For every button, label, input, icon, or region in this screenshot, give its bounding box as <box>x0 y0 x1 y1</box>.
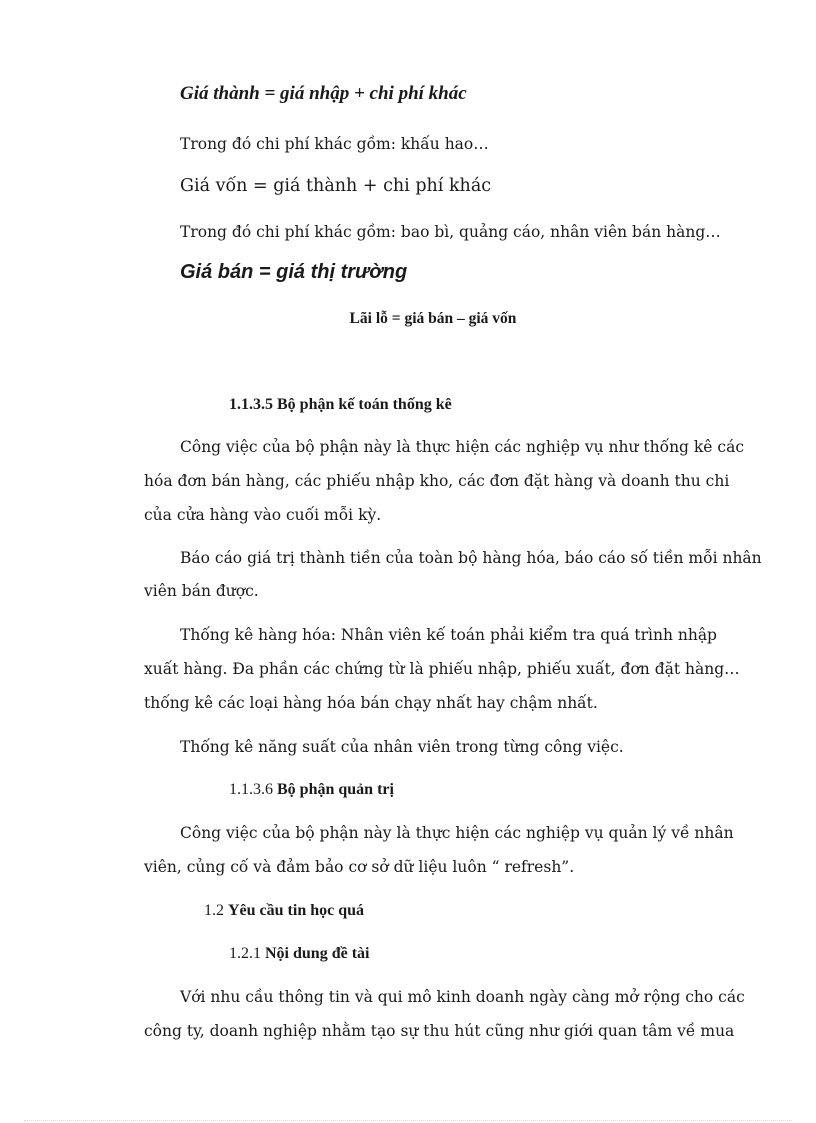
paragraph-line: viên, củng cố và đảm bảo cơ sở dữ liệu luôn “ refresh”. <box>144 858 575 876</box>
heading-1-2 <box>204 901 364 921</box>
paragraph-line: Công việc của bộ phận này là thực hiện các nghiệp vụ như thống kê các <box>180 438 745 456</box>
formula-gia-von: Giá vốn = giá thành + chi phí khác <box>180 176 492 196</box>
heading-title: Bộ phận kế toán thống kê <box>277 396 452 413</box>
paragraph-line: xuất hàng. Đa phần các chứng từ là phiếu nhập, phiếu xuất, đơn đặt hàng… <box>144 660 740 678</box>
formula-gia-ban: Giá bán = giá thị trường <box>180 261 408 283</box>
heading-number: 1.1.3.6 <box>229 781 273 798</box>
heading-title: Nội dung đề tài <box>265 945 370 962</box>
paragraph-line: thống kê các loại hàng hóa bán chạy nhất hay chậm nhất. <box>144 694 598 712</box>
paragraph-line: Báo cáo giá trị thành tiền của toàn bộ hàng hóa, báo cáo số tiền mỗi nhân <box>180 549 762 567</box>
paragraph-line: Với nhu cầu thông tin và qui mô kinh doanh ngày càng mở rộng cho các <box>180 988 745 1006</box>
formula-gia-von-note: Trong đó chi phí khác gồm: bao bì, quảng cáo, nhân viên bán hàng… <box>180 223 721 241</box>
heading-number: 1.2.1 <box>229 945 261 962</box>
heading-title: Bộ phận quản trị <box>277 781 394 798</box>
paragraph-line: của cửa hàng vào cuối mỗi kỳ. <box>144 506 382 524</box>
formula-gia-thanh: Giá thành = giá nhập + chi phí khác <box>180 83 467 104</box>
formula-gia-thanh-note: Trong đó chi phí khác gồm: khấu hao… <box>180 135 489 153</box>
heading-number: 1.2 <box>204 902 224 919</box>
heading-1-2-1 <box>229 944 369 964</box>
paragraph-line: hóa đơn bán hàng, các phiếu nhập kho, các đơn đặt hàng và doanh thu chi <box>144 472 730 490</box>
page-bottom-rule <box>24 1120 792 1121</box>
heading-1-1-3-6 <box>229 780 394 800</box>
paragraph-line: công ty, doanh nghiệp nhằm tạo sự thu hút cũng như giới quan tâm về mua <box>144 1022 735 1040</box>
heading-1-1-3-5 <box>229 395 452 415</box>
heading-title: Yêu cầu tin học quá <box>228 902 365 919</box>
paragraph-line: Công việc của bộ phận này là thực hiện các nghiệp vụ quản lý về nhân <box>180 824 734 842</box>
paragraph-line: Thống kê hàng hóa: Nhân viên kế toán phải kiểm tra quá trình nhập <box>180 626 717 644</box>
heading-number: 1.1.3.5 <box>229 396 273 413</box>
paragraph-line: viên bán được. <box>144 582 259 600</box>
formula-lai-lo: Lãi lỗ = giá bán – giá vốn <box>349 310 517 327</box>
paragraph-line: Thống kê năng suất của nhân viên trong từng công việc. <box>180 738 624 756</box>
